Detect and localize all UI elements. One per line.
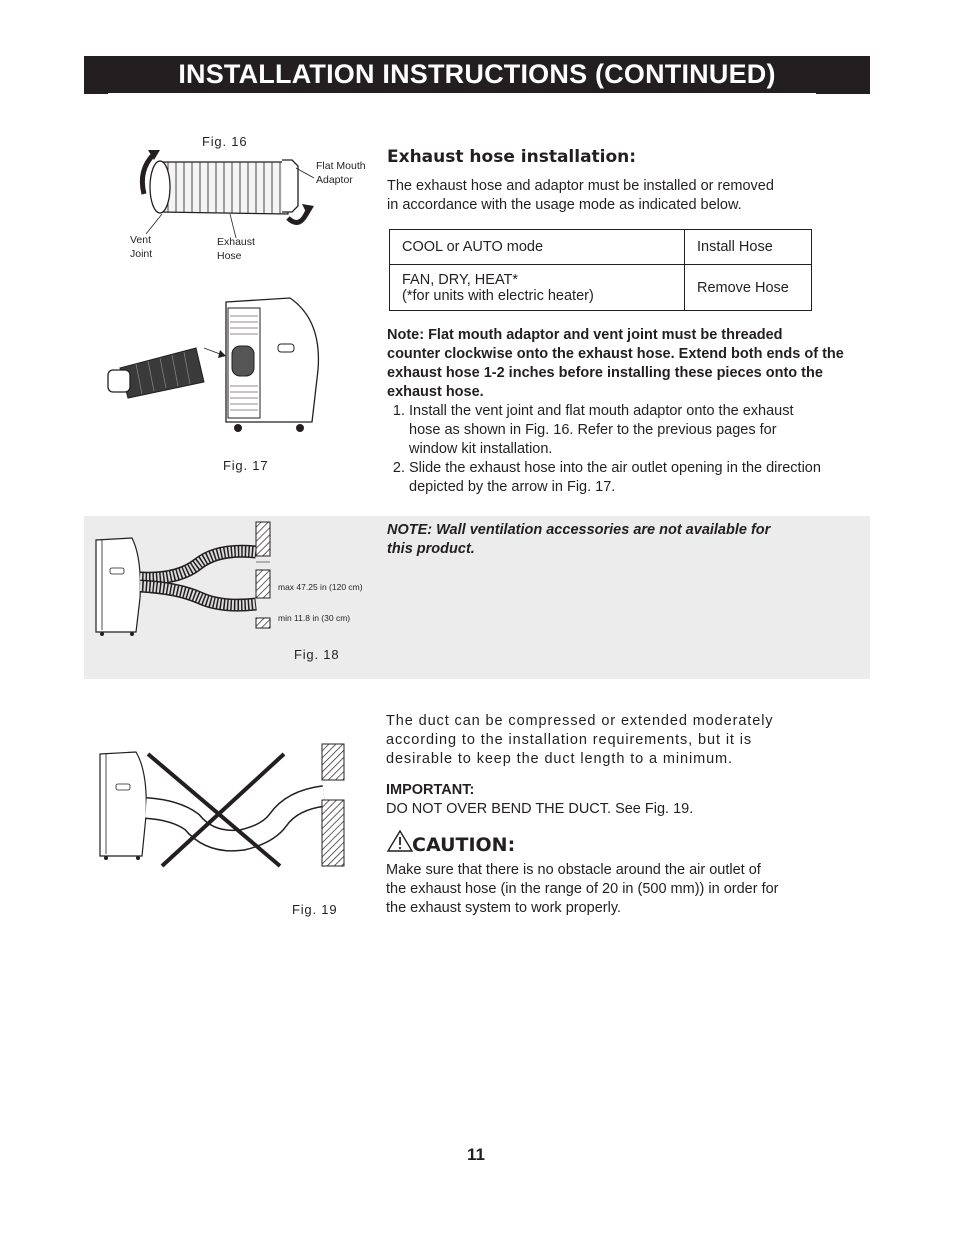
wall-ventilation-note [387,521,770,559]
fig16-label-exhaust-hose [217,235,255,263]
fig19-overbend-illustration [92,740,352,870]
text-line: (*for units with electric heater) [402,287,594,304]
mode-table [389,229,812,311]
fig16-label-line: Adaptor [316,174,353,186]
fig16-label-line: Vent [130,234,152,246]
fig17-unit-illustration [100,290,340,440]
page-title: INSTALLATION INSTRUCTIONS (CONTINUED) [178,59,776,89]
install-steps [387,402,889,497]
text-line: the exhaust system to work properly. [386,900,622,916]
text-line: counter clockwise onto the exhaust hose. Extend both ends of the [387,346,844,362]
exhaust-intro [387,177,774,215]
text-line: desirable to keep the duct length to a minimum. [386,751,733,767]
text-line: hose as shown in Fig. 16. Refer to the previous pages for [409,422,777,438]
table-row [390,230,812,265]
page-number: 11 [467,1145,485,1164]
fig16-label-line: Joint [130,248,153,260]
text-line: the exhaust hose (in the range of 20 in (500 mm)) in order for [386,881,779,897]
text-line: exhaust hose 1-2 inches before installing these pieces onto the [387,365,823,381]
important-text: DO NOT OVER BEND THE DUCT. See Fig. 19. [386,801,694,817]
text-line: according to the installation requirements, but it is [386,732,753,748]
list-item [409,459,889,497]
fig16-caption: Fig. 16 [202,134,248,149]
text-line: The exhaust hose and adaptor must be installed or removed [387,178,774,194]
text-line: depicted by the arrow in Fig. 17. [409,479,616,495]
fig19-caption: Fig. 19 [292,902,338,917]
important-block [386,781,693,819]
text-line: FAN, DRY, HEAT* [402,271,519,288]
text-line: Note: Flat mouth adaptor and vent joint must be threaded [387,327,783,343]
fig16-label-vent-joint [130,233,152,261]
text-line: 1. Install the vent joint and flat mouth adaptor onto the exhaust [409,403,794,419]
threading-note [387,326,844,402]
table-cell: Install Hose [685,230,812,265]
page-header [84,56,870,94]
table-cell: Remove Hose [685,265,812,311]
text-line: exhaust hose. [387,384,484,400]
fig17-caption: Fig. 17 [223,458,269,473]
text-line: in accordance with the usage mode as indicated below. [387,197,742,213]
fig18-wall-illustration [88,518,288,640]
caution-paragraph [386,861,779,918]
table-cell [390,265,685,311]
exhaust-heading: Exhaust hose installation: [387,147,637,167]
text-line: window kit installation. [409,441,553,457]
fig16-label-flat-mouth [316,159,366,187]
fig16-label-line: Flat Mouth [316,160,366,172]
header-rule [108,93,816,94]
text-line: NOTE: Wall ventilation accessories are not available for [387,522,771,538]
table-row [390,265,812,311]
caution-label: CAUTION: [412,834,516,856]
fig16-label-line: Hose [217,250,242,262]
fig18-max-label: max 47.25 in (120 cm) [278,582,363,592]
text-line: Make sure that there is no obstacle around the air outlet of [386,862,761,878]
fig18-caption: Fig. 18 [294,647,340,662]
text-line: 2. Slide the exhaust hose into the air outlet opening in the direction [409,460,821,476]
fig18-min-label: min 11.8 in (30 cm) [278,613,351,623]
warning-triangle-icon [386,829,414,853]
text-line: The duct can be compressed or extended moderately [386,713,774,729]
list-item [409,402,889,459]
fig16-label-line: Exhaust [217,236,255,248]
table-cell: COOL or AUTO mode [390,230,685,265]
duct-paragraph [386,712,773,769]
text-line: this product. [387,541,475,557]
important-label: IMPORTANT: [386,782,475,798]
